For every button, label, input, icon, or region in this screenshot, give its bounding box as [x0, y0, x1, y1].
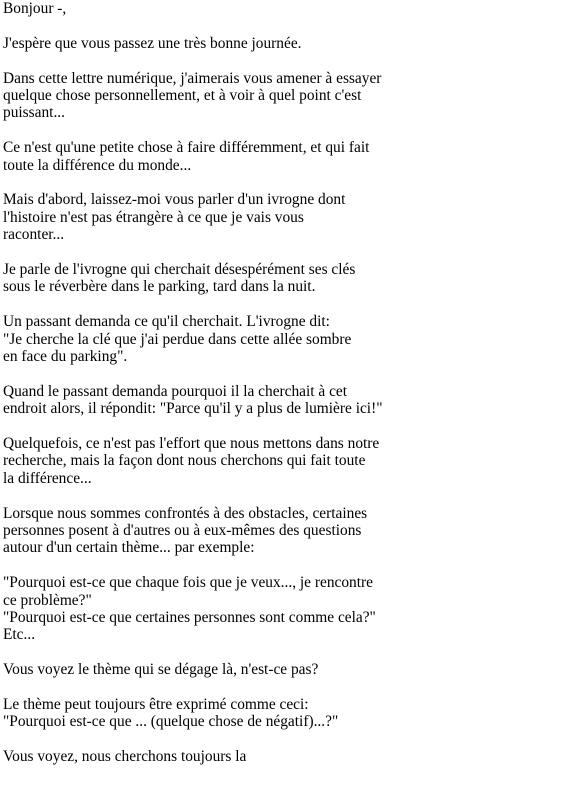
letter-line: l'histoire n'est pas étrangère à ce que je vais vous	[3, 208, 304, 226]
letter-line: puissant...	[3, 104, 65, 122]
letter-line: Je parle de l'ivrogne qui cherchait désespérément ses clés	[3, 261, 356, 279]
letter-line: Etc...	[3, 626, 36, 644]
letter-line: Quand le passant demanda pourquoi il la cherchait à cet	[3, 382, 348, 400]
letter-line: en face du parking".	[3, 348, 128, 366]
letter-paragraph	[3, 313, 577, 365]
letter-line: ce problème?"	[3, 591, 92, 609]
letter-paragraph	[3, 383, 577, 418]
letter-paragraph	[3, 0, 577, 17]
letter-line: personnes posent à d'autres ou à eux-mêmes des questions	[3, 522, 362, 540]
letter-line: J'espère que vous passez une très bonne journée.	[3, 34, 302, 52]
letter-line: Bonjour -,	[3, 0, 67, 17]
letter-line: "Pourquoi est-ce que certaines personnes sont comme cela?"	[3, 609, 376, 627]
letter-paragraph	[3, 35, 577, 52]
letter-paragraph	[3, 139, 577, 174]
letter-paragraph	[3, 505, 577, 557]
letter-line: la différence...	[3, 469, 92, 487]
letter-line: Lorsque nous sommes confrontés à des obstacles, certaines	[3, 504, 368, 522]
letter-line: toute la différence du monde...	[3, 156, 192, 174]
letter-paragraph	[3, 191, 577, 243]
letter-line: Vous voyez, nous cherchons toujours la	[3, 748, 247, 766]
letter-line: sous le réverbère dans le parking, tard dans la nuit.	[3, 278, 316, 296]
letter-line: Dans cette lettre numérique, j'aimerais vous amener à essayer	[3, 69, 382, 87]
letter-line: Un passant demanda ce qu'il cherchait. L'ivrogne dit:	[3, 313, 330, 331]
letter-paragraph	[3, 261, 577, 296]
letter-line: endroit alors, il répondit: "Parce qu'il y a plus de lumière ici!"	[3, 400, 383, 418]
letter-line: Le thème peut toujours être exprimé comme ceci:	[3, 696, 309, 714]
letter-line: quelque chose personnellement, et à voir à quel point c'est	[3, 87, 362, 104]
letter-line: Ce n'est qu'une petite chose à faire différemment, et qui fait	[3, 139, 370, 157]
letter-line: recherche, mais la façon dont nous cherchons qui fait toute	[3, 452, 366, 470]
letter-paragraph	[3, 696, 577, 731]
letter-line: raconter...	[3, 226, 65, 244]
letter-line: Mais d'abord, laissez-moi vous parler d'un ivrogne dont	[3, 191, 346, 209]
letter-paragraph	[3, 748, 577, 783]
letter-line: Vous voyez le thème qui se dégage là, n'est-ce pas?	[3, 661, 319, 679]
email-letter-body	[3, 0, 577, 800]
letter-line: "Pourquoi est-ce que chaque fois que je veux..., je rencontre	[3, 574, 373, 592]
letter-paragraph	[3, 574, 577, 644]
letter-paragraph	[3, 435, 577, 487]
letter-paragraph	[3, 661, 577, 678]
letter-line: "Pourquoi est-ce que ... (quelque chose de négatif)...?"	[3, 713, 339, 731]
letter-line: Quelquefois, ce n'est pas l'effort que nous mettons dans notre	[3, 435, 380, 453]
letter-paragraph	[3, 70, 577, 122]
letter-line: autour d'un certain thème... par exemple:	[3, 539, 255, 557]
letter-line: "Je cherche la clé que j'ai perdue dans cette allée sombre	[3, 330, 352, 348]
